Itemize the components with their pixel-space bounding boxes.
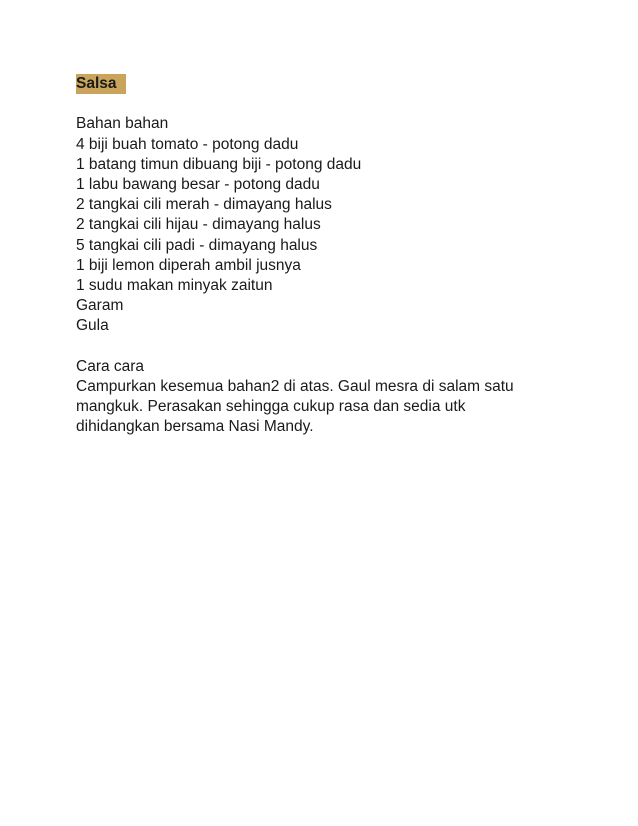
ingredient-item: Gula: [76, 317, 109, 335]
spacer: [76, 337, 576, 357]
method-heading: Cara cara: [76, 357, 145, 375]
ingredient-item: Garam: [76, 297, 124, 315]
title-row: [76, 74, 576, 94]
method-line: Campurkan kesemua bahan2 di atas. Gaul mesra di salam satu: [76, 378, 514, 396]
ingredient-item: 1 biji lemon diperah ambil jusnya: [76, 256, 301, 274]
ingredient-item: 1 labu bawang besar - potong dadu: [76, 176, 320, 193]
method-line: dihidangkan bersama Nasi Mandy.: [76, 418, 314, 436]
document-page: [76, 74, 576, 438]
ingredient-item: 2 tangkai cili merah - dimayang halus: [76, 196, 332, 214]
method-section: [76, 357, 576, 438]
ingredients-section: [76, 114, 576, 336]
ingredients-heading: Bahan bahan: [76, 115, 169, 133]
ingredient-item: 1 batang timun dibuang biji - potong dadu: [76, 155, 362, 173]
recipe-title: Salsa: [76, 74, 126, 94]
spacer: [76, 94, 576, 114]
ingredient-item: 4 biji buah tomato - potong dadu: [76, 135, 299, 153]
method-line: mangkuk. Perasakan sehingga cukup rasa dan sedia utk: [76, 398, 466, 416]
ingredient-item: 1 sudu makan minyak zaitun: [76, 277, 273, 295]
ingredient-item: 5 tangkai cili padi - dimayang halus: [76, 236, 318, 254]
ingredient-item: 2 tangkai cili hijau - dimayang halus: [76, 216, 321, 234]
